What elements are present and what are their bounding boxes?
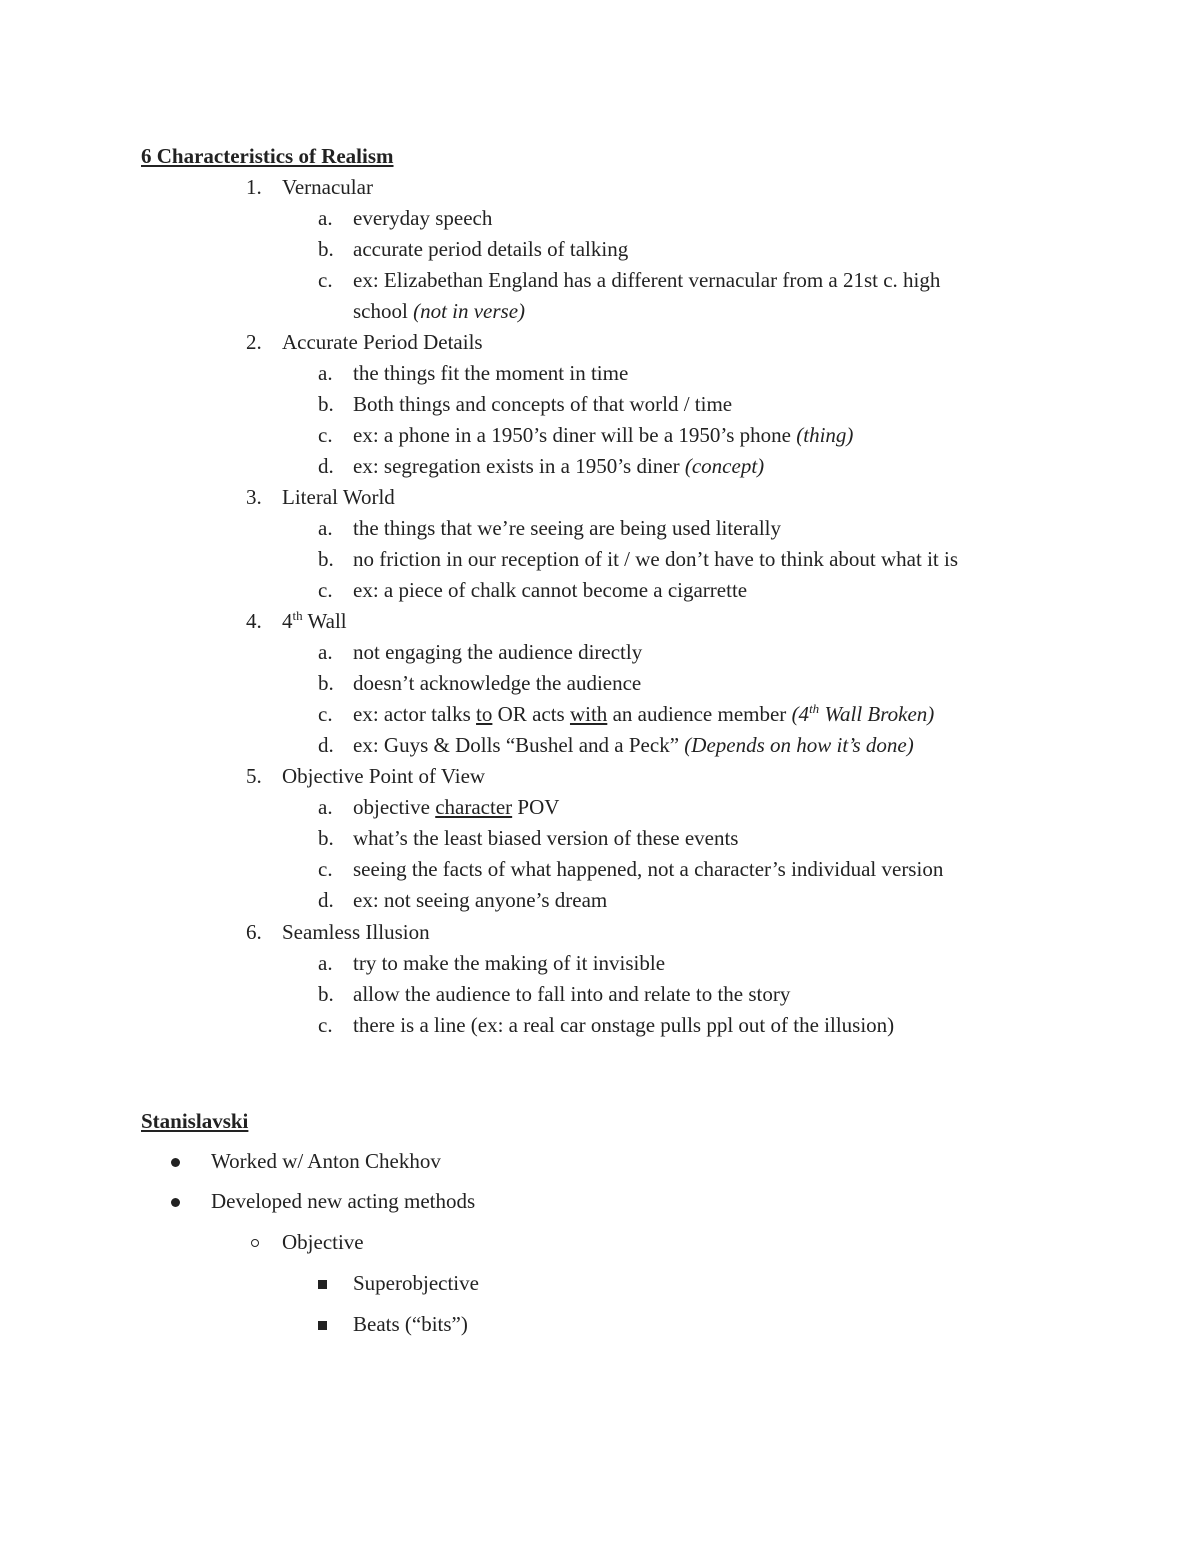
sub-item-text xyxy=(353,730,914,761)
underlined-word: with xyxy=(569,702,608,726)
item-title: Vernacular xyxy=(282,175,373,199)
sub-letter: d. xyxy=(318,888,334,912)
sub-item-continuation xyxy=(353,296,525,327)
bullet-item: Worked w/ Anton Chekhov xyxy=(211,1149,441,1173)
sub-sub-bullet-item: Superobjective xyxy=(353,1271,479,1295)
bullet-circle-icon xyxy=(251,1239,259,1247)
text-part: ex: actor talks xyxy=(353,702,477,726)
sub-letter: c. xyxy=(318,702,333,726)
sub-letter: b. xyxy=(318,826,334,850)
text-part: an audience member xyxy=(607,702,792,726)
underlined-word: character xyxy=(435,795,513,819)
sub-letter: a. xyxy=(318,951,333,975)
sub-item-text xyxy=(353,792,559,823)
sub-item-text xyxy=(353,699,934,730)
sub-letter: c. xyxy=(318,578,333,602)
bullet-dot-icon xyxy=(171,1158,180,1167)
italic-part: Wall Broken) xyxy=(819,702,935,726)
sub-item-text xyxy=(353,451,764,482)
sub-letter: c. xyxy=(318,423,333,447)
sub-item-plain: ex: segregation exists in a 1950’s diner xyxy=(353,454,685,478)
italic-note: (concept) xyxy=(684,454,765,478)
sub-letter: b. xyxy=(318,547,334,571)
bullet-square-icon xyxy=(318,1280,327,1289)
underlined-word: to xyxy=(476,702,493,726)
superscript: th xyxy=(809,701,820,716)
continuation-text: school xyxy=(353,299,414,323)
sub-item-text: everyday speech xyxy=(353,206,493,230)
sub-item-plain: ex: Guys & Dolls “Bushel and a Peck” xyxy=(353,733,685,757)
sub-letter: a. xyxy=(318,361,333,385)
sub-letter: c. xyxy=(318,1013,333,1037)
sub-item-text: allow the audience to fall into and relate to the story xyxy=(353,982,791,1006)
sub-item-text: no friction in our reception of it / we don’t have to think about what it is xyxy=(353,547,958,571)
item-number: 5. xyxy=(246,764,262,788)
sub-item-text: try to make the making of it invisible xyxy=(353,951,666,975)
italic-note: (thing) xyxy=(796,423,854,447)
item-title: Seamless Illusion xyxy=(282,920,430,944)
italic-part: (4 xyxy=(791,702,810,726)
text-part: objective xyxy=(353,795,436,819)
sub-letter: c. xyxy=(318,268,333,292)
item-title: Objective Point of View xyxy=(282,764,486,788)
sub-bullet-item: Objective xyxy=(282,1230,364,1254)
sub-letter: b. xyxy=(318,392,334,416)
item-number: 6. xyxy=(246,920,262,944)
sub-item-text: the things fit the moment in time xyxy=(353,361,629,385)
sub-letter: a. xyxy=(318,640,333,664)
section-heading-stanislavski: Stanislavski xyxy=(141,1109,249,1133)
bullet-square-icon xyxy=(318,1321,327,1330)
sub-item-text xyxy=(353,420,853,451)
italic-note xyxy=(792,702,935,726)
sub-letter: d. xyxy=(318,454,334,478)
sub-item-text: doesn’t acknowledge the audience xyxy=(353,671,642,695)
sub-letter: a. xyxy=(318,206,333,230)
item-number: 2. xyxy=(246,330,262,354)
sub-letter: a. xyxy=(318,795,333,819)
sub-letter: b. xyxy=(318,982,334,1006)
sub-item-text: Both things and concepts of that world / time xyxy=(353,392,733,416)
italic-note: (not in verse) xyxy=(413,299,526,323)
bullet-item: Developed new acting methods xyxy=(211,1189,476,1213)
sub-item-text: the things that we’re seeing are being used literally xyxy=(353,516,782,540)
section-heading-realism: 6 Characteristics of Realism xyxy=(141,144,394,168)
sub-letter: b. xyxy=(318,671,334,695)
text-part: OR acts xyxy=(492,702,570,726)
bullet-dot-icon xyxy=(171,1198,180,1207)
sub-item-text: not engaging the audience directly xyxy=(353,640,643,664)
sub-letter: c. xyxy=(318,857,333,881)
sub-item-text: ex: a piece of chalk cannot become a cigarrette xyxy=(353,578,748,602)
item-title: Literal World xyxy=(282,485,395,509)
sub-item-text: seeing the facts of what happened, not a character’s individual version xyxy=(353,857,944,881)
sub-item-text: accurate period details of talking xyxy=(353,237,629,261)
sub-letter: b. xyxy=(318,237,334,261)
sub-letter: d. xyxy=(318,733,334,757)
title-part: 4 xyxy=(282,609,293,633)
sub-item-text: ex: not seeing anyone’s dream xyxy=(353,888,608,912)
item-number: 1. xyxy=(246,175,262,199)
sub-item-plain: ex: a phone in a 1950’s diner will be a 1950’s phone xyxy=(353,423,797,447)
italic-note: (Depends on how it’s done) xyxy=(684,733,914,757)
item-number: 3. xyxy=(246,485,262,509)
sub-item-text: what’s the least biased version of these events xyxy=(353,826,739,850)
item-title: Accurate Period Details xyxy=(282,330,483,354)
superscript: th xyxy=(292,608,303,623)
sub-letter: a. xyxy=(318,516,333,540)
title-part: Wall xyxy=(302,609,347,633)
item-number: 4. xyxy=(246,609,262,633)
sub-sub-bullet-item: Beats (“bits”) xyxy=(353,1312,468,1336)
text-part: POV xyxy=(512,795,560,819)
item-title xyxy=(282,606,347,637)
sub-item-text: ex: Elizabethan England has a different vernacular from a 21st c. high xyxy=(353,268,941,292)
sub-item-text: there is a line (ex: a real car onstage pulls ppl out of the illusion) xyxy=(353,1013,895,1037)
